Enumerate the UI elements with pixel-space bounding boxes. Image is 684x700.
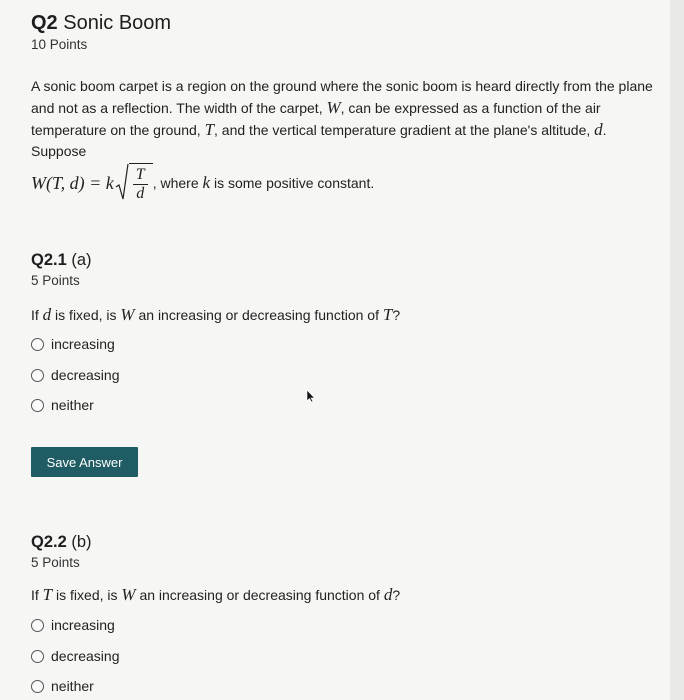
option-neither[interactable]: neither bbox=[31, 395, 94, 415]
formula: W(T, d) = k $\frac{T}{d}$ , where k is some positive constant. bbox=[31, 161, 374, 205]
question-title-text: Sonic Boom bbox=[63, 12, 172, 34]
sqrt-icon bbox=[115, 163, 129, 203]
option-decreasing[interactable]: decreasing bbox=[31, 646, 120, 666]
radio-button[interactable] bbox=[31, 650, 44, 663]
radio-button[interactable] bbox=[31, 338, 44, 351]
math-var: k bbox=[202, 173, 211, 192]
subquestion-text: If d is fixed, is W an increasing or decreasing function of T? bbox=[31, 305, 401, 324]
formula-lhs: W(T, d) = k bbox=[31, 172, 114, 193]
right-edge bbox=[670, 0, 684, 700]
subquestion-points: 5 Points bbox=[31, 555, 80, 570]
math-var: W bbox=[326, 98, 341, 117]
option-decreasing[interactable]: decreasing bbox=[31, 365, 120, 385]
fraction: $\frac{T}{d}$ bbox=[133, 166, 148, 203]
radio-button[interactable] bbox=[31, 369, 44, 382]
question-points: 10 Points bbox=[31, 37, 88, 52]
option-neither[interactable]: neither bbox=[31, 676, 94, 696]
subquestion-text: If T is fixed, is W an increasing or decreasing function of d? bbox=[31, 585, 401, 604]
option-increasing[interactable]: increasing bbox=[31, 615, 115, 635]
save-answer-button[interactable]: Save Answer bbox=[31, 447, 138, 477]
subquestion-points: 5 Points bbox=[31, 273, 80, 288]
subquestion-title: Q2.1 (a) bbox=[31, 251, 92, 269]
sqrt-body bbox=[129, 163, 153, 203]
mouse-cursor-icon bbox=[304, 389, 316, 403]
math-var: d bbox=[594, 120, 603, 139]
radio-button[interactable] bbox=[31, 619, 44, 632]
question-description: A sonic boom carpet is a region on the ground where the sonic boom is heard directly from the plane and not as a reflection. The width of the carpet, W, can be expressed as a function of the air temperature on the ground, T, and the vertical temperature gradient at the plane's altitude, d. Suppose bbox=[31, 78, 653, 159]
option-increasing[interactable]: increasing bbox=[31, 334, 115, 354]
question-title bbox=[31, 12, 171, 35]
math-var: T bbox=[204, 120, 215, 139]
subquestion-title: Q2.2 (b) bbox=[31, 533, 92, 551]
question-number: Q2 bbox=[31, 12, 58, 34]
radio-button[interactable] bbox=[31, 680, 44, 693]
radio-button[interactable] bbox=[31, 399, 44, 412]
